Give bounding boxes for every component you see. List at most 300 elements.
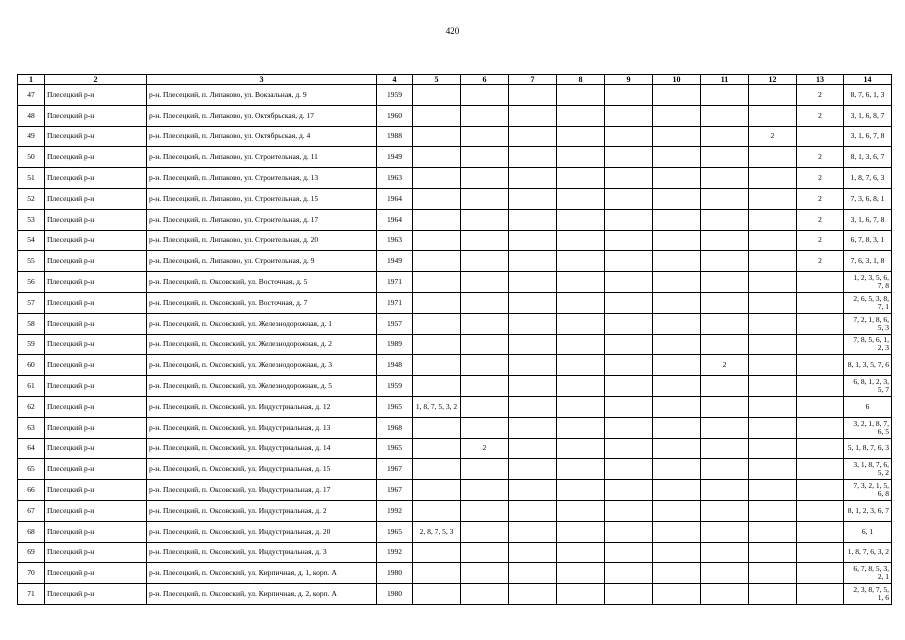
cell-col-4: 1957: [377, 313, 413, 334]
cell-col-2: Плесецкий р-н: [45, 334, 147, 355]
cell-col-4: 1992: [377, 500, 413, 521]
cell-col-10: [653, 168, 701, 189]
cell-col-2: Плесецкий р-н: [45, 188, 147, 209]
column-header-4: 4: [377, 75, 413, 85]
cell-col-8: [557, 396, 605, 417]
cell-col-5: [413, 168, 461, 189]
cell-col-13: [797, 313, 844, 334]
cell-col-7: [509, 542, 557, 563]
column-header-2: 2: [45, 75, 147, 85]
cell-col-3: р-н. Плесецкий, п. Оксовский, ул. Индустриальная, д. 20: [147, 521, 377, 542]
cell-col-5: [413, 459, 461, 480]
cell-col-1: 47: [18, 85, 45, 106]
table-row: [18, 272, 892, 293]
cell-col-7: [509, 105, 557, 126]
cell-col-8: [557, 542, 605, 563]
cell-col-3: р-н. Плесецкий, п. Липаково, ул. Строительная, д. 20: [147, 230, 377, 251]
cell-col-6: [461, 334, 509, 355]
cell-col-5: [413, 209, 461, 230]
cell-col-7: [509, 584, 557, 605]
cell-col-6: [461, 376, 509, 397]
cell-col-1: 63: [18, 417, 45, 438]
cell-col-13: [797, 500, 844, 521]
cell-col-3: р-н. Плесецкий, п. Оксовский, ул. Железнодорожная, д. 2: [147, 334, 377, 355]
cell-col-9: [605, 126, 653, 147]
cell-col-12: [749, 438, 797, 459]
cell-col-2: Плесецкий р-н: [45, 417, 147, 438]
cell-col-6: [461, 313, 509, 334]
cell-col-14: 3, 1, 6, 8, 7: [844, 105, 892, 126]
table-row: [18, 521, 892, 542]
cell-col-6: [461, 188, 509, 209]
cell-col-14: 1, 2, 3, 5, 6, 7, 8: [844, 272, 892, 293]
cell-col-10: [653, 147, 701, 168]
cell-col-9: [605, 459, 653, 480]
cell-col-13: 2: [797, 188, 844, 209]
cell-col-9: [605, 480, 653, 501]
cell-col-2: Плесецкий р-н: [45, 438, 147, 459]
cell-col-14: 5, 1, 8, 7, 6, 3: [844, 438, 892, 459]
cell-col-6: [461, 521, 509, 542]
cell-col-8: [557, 376, 605, 397]
cell-col-1: 55: [18, 251, 45, 272]
cell-col-8: [557, 105, 605, 126]
cell-col-10: [653, 251, 701, 272]
cell-col-2: Плесецкий р-н: [45, 521, 147, 542]
cell-col-13: [797, 563, 844, 584]
cell-col-12: [749, 500, 797, 521]
cell-col-4: 1965: [377, 521, 413, 542]
cell-col-12: [749, 251, 797, 272]
cell-col-2: Плесецкий р-н: [45, 459, 147, 480]
cell-col-14: 1, 8, 7, 6, 3: [844, 168, 892, 189]
cell-col-2: Плесецкий р-н: [45, 563, 147, 584]
cell-col-3: р-н. Плесецкий, п. Липаково, ул. Строительная, д. 17: [147, 209, 377, 230]
cell-col-7: [509, 168, 557, 189]
cell-col-9: [605, 438, 653, 459]
cell-col-8: [557, 230, 605, 251]
cell-col-8: [557, 188, 605, 209]
cell-col-3: р-н. Плесецкий, п. Оксовский, ул. Индустриальная, д. 12: [147, 396, 377, 417]
cell-col-6: [461, 417, 509, 438]
cell-col-14: 8, 1, 3, 5, 7, 6: [844, 355, 892, 376]
cell-col-10: [653, 334, 701, 355]
cell-col-2: Плесецкий р-н: [45, 230, 147, 251]
cell-col-11: [701, 480, 749, 501]
column-header-3: 3: [147, 75, 377, 85]
column-header-8: 8: [557, 75, 605, 85]
table-row: [18, 480, 892, 501]
cell-col-2: Плесецкий р-н: [45, 209, 147, 230]
cell-col-13: 2: [797, 209, 844, 230]
cell-col-4: 1949: [377, 251, 413, 272]
cell-col-4: 1960: [377, 105, 413, 126]
cell-col-10: [653, 126, 701, 147]
cell-col-3: р-н. Плесецкий, п. Оксовский, ул. Железнодорожная, д. 1: [147, 313, 377, 334]
cell-col-10: [653, 313, 701, 334]
cell-col-12: [749, 105, 797, 126]
cell-col-7: [509, 230, 557, 251]
cell-col-6: [461, 292, 509, 313]
cell-col-14: 6, 7, 8, 5, 3, 2, 1: [844, 563, 892, 584]
cell-col-11: 2: [701, 355, 749, 376]
column-header-6: 6: [461, 75, 509, 85]
cell-col-10: [653, 272, 701, 293]
cell-col-7: [509, 521, 557, 542]
cell-col-2: Плесецкий р-н: [45, 355, 147, 376]
cell-col-2: Плесецкий р-н: [45, 376, 147, 397]
cell-col-13: 2: [797, 105, 844, 126]
cell-col-2: Плесецкий р-н: [45, 168, 147, 189]
cell-col-1: 64: [18, 438, 45, 459]
cell-col-3: р-н. Плесецкий, п. Оксовский, ул. Кирпичная, д. 2, корп. А: [147, 584, 377, 605]
cell-col-13: [797, 334, 844, 355]
column-header-1: 1: [18, 75, 45, 85]
column-header-10: 10: [653, 75, 701, 85]
cell-col-9: [605, 292, 653, 313]
cell-col-3: р-н. Плесецкий, п. Липаково, ул. Октябрьская, д. 4: [147, 126, 377, 147]
cell-col-9: [605, 230, 653, 251]
cell-col-10: [653, 542, 701, 563]
cell-col-4: 1963: [377, 230, 413, 251]
cell-col-1: 59: [18, 334, 45, 355]
cell-col-10: [653, 188, 701, 209]
cell-col-1: 48: [18, 105, 45, 126]
cell-col-3: р-н. Плесецкий, п. Липаково, ул. Строительная, д. 13: [147, 168, 377, 189]
cell-col-9: [605, 563, 653, 584]
table-row: [18, 376, 892, 397]
cell-col-5: [413, 272, 461, 293]
cell-col-11: [701, 230, 749, 251]
cell-col-4: 1968: [377, 417, 413, 438]
cell-col-8: [557, 459, 605, 480]
table-row: [18, 188, 892, 209]
cell-col-4: 1992: [377, 542, 413, 563]
table-row: [18, 355, 892, 376]
cell-col-7: [509, 376, 557, 397]
cell-col-11: [701, 417, 749, 438]
cell-col-1: 68: [18, 521, 45, 542]
cell-col-14: 6: [844, 396, 892, 417]
column-header-11: 11: [701, 75, 749, 85]
cell-col-2: Плесецкий р-н: [45, 292, 147, 313]
cell-col-10: [653, 459, 701, 480]
table-row: [18, 584, 892, 605]
cell-col-5: [413, 376, 461, 397]
cell-col-13: 2: [797, 85, 844, 106]
cell-col-4: 1964: [377, 209, 413, 230]
cell-col-8: [557, 251, 605, 272]
cell-col-8: [557, 313, 605, 334]
column-header-7: 7: [509, 75, 557, 85]
cell-col-10: [653, 209, 701, 230]
cell-col-12: 2: [749, 126, 797, 147]
cell-col-8: [557, 126, 605, 147]
cell-col-5: [413, 147, 461, 168]
cell-col-14: 1, 8, 7, 6, 3, 2: [844, 542, 892, 563]
cell-col-6: [461, 168, 509, 189]
cell-col-13: [797, 355, 844, 376]
cell-col-5: [413, 563, 461, 584]
cell-col-7: [509, 563, 557, 584]
cell-col-4: 1967: [377, 480, 413, 501]
cell-col-10: [653, 105, 701, 126]
cell-col-14: 7, 8, 5, 6, 1, 2, 3: [844, 334, 892, 355]
cell-col-11: [701, 459, 749, 480]
cell-col-2: Плесецкий р-н: [45, 85, 147, 106]
cell-col-11: [701, 147, 749, 168]
cell-col-5: [413, 105, 461, 126]
column-header-13: 13: [797, 75, 844, 85]
cell-col-10: [653, 355, 701, 376]
cell-col-3: р-н. Плесецкий, п. Липаково, ул. Строительная, д. 15: [147, 188, 377, 209]
cell-col-1: 65: [18, 459, 45, 480]
table-row: [18, 438, 892, 459]
cell-col-4: 1967: [377, 459, 413, 480]
cell-col-12: [749, 313, 797, 334]
cell-col-13: [797, 521, 844, 542]
cell-col-11: [701, 500, 749, 521]
cell-col-3: р-н. Плесецкий, п. Оксовский, ул. Индустриальная, д. 13: [147, 417, 377, 438]
cell-col-11: [701, 209, 749, 230]
cell-col-10: [653, 376, 701, 397]
cell-col-11: [701, 313, 749, 334]
cell-col-11: [701, 85, 749, 106]
cell-col-14: 2, 3, 8, 7, 5, 1, 6: [844, 584, 892, 605]
table-row: [18, 209, 892, 230]
cell-col-7: [509, 188, 557, 209]
cell-col-7: [509, 126, 557, 147]
cell-col-9: [605, 251, 653, 272]
cell-col-3: р-н. Плесецкий, п. Оксовский, ул. Индустриальная, д. 14: [147, 438, 377, 459]
cell-col-11: [701, 584, 749, 605]
cell-col-10: [653, 230, 701, 251]
cell-col-12: [749, 563, 797, 584]
cell-col-7: [509, 480, 557, 501]
cell-col-8: [557, 168, 605, 189]
cell-col-9: [605, 376, 653, 397]
cell-col-7: [509, 209, 557, 230]
cell-col-8: [557, 209, 605, 230]
column-header-5: 5: [413, 75, 461, 85]
cell-col-5: [413, 355, 461, 376]
cell-col-12: [749, 459, 797, 480]
cell-col-13: [797, 542, 844, 563]
cell-col-5: [413, 480, 461, 501]
cell-col-9: [605, 417, 653, 438]
cell-col-3: р-н. Плесецкий, п. Оксовский, ул. Восточная, д. 5: [147, 272, 377, 293]
cell-col-14: 3, 2, 1, 8, 7, 6, 5: [844, 417, 892, 438]
cell-col-9: [605, 584, 653, 605]
cell-col-11: [701, 126, 749, 147]
cell-col-6: [461, 459, 509, 480]
cell-col-8: [557, 563, 605, 584]
cell-col-1: 50: [18, 147, 45, 168]
cell-col-6: [461, 542, 509, 563]
cell-col-13: [797, 376, 844, 397]
cell-col-10: [653, 521, 701, 542]
cell-col-12: [749, 272, 797, 293]
cell-col-1: 58: [18, 313, 45, 334]
cell-col-6: [461, 500, 509, 521]
cell-col-14: 8, 1, 3, 6, 7: [844, 147, 892, 168]
cell-col-12: [749, 85, 797, 106]
cell-col-2: Плесецкий р-н: [45, 500, 147, 521]
cell-col-4: 1988: [377, 126, 413, 147]
cell-col-8: [557, 85, 605, 106]
cell-col-1: 62: [18, 396, 45, 417]
cell-col-10: [653, 292, 701, 313]
cell-col-9: [605, 396, 653, 417]
cell-col-14: 6, 7, 8, 3, 1: [844, 230, 892, 251]
cell-col-9: [605, 355, 653, 376]
cell-col-9: [605, 521, 653, 542]
cell-col-4: 1965: [377, 438, 413, 459]
cell-col-6: [461, 209, 509, 230]
cell-col-1: 56: [18, 272, 45, 293]
cell-col-11: [701, 168, 749, 189]
cell-col-12: [749, 417, 797, 438]
cell-col-12: [749, 188, 797, 209]
cell-col-1: 52: [18, 188, 45, 209]
table-row: [18, 168, 892, 189]
cell-col-5: [413, 334, 461, 355]
cell-col-14: 7, 3, 6, 8, 1: [844, 188, 892, 209]
cell-col-12: [749, 396, 797, 417]
cell-col-9: [605, 168, 653, 189]
cell-col-3: р-н. Плесецкий, п. Оксовский, ул. Индустриальная, д. 15: [147, 459, 377, 480]
cell-col-4: 1948: [377, 355, 413, 376]
cell-col-12: [749, 147, 797, 168]
cell-col-12: [749, 542, 797, 563]
cell-col-5: 2, 8, 7, 5, 3: [413, 521, 461, 542]
cell-col-14: 6, 8, 1, 2, 3, 5, 7: [844, 376, 892, 397]
table-row: [18, 313, 892, 334]
table-row: [18, 563, 892, 584]
cell-col-10: [653, 396, 701, 417]
cell-col-12: [749, 355, 797, 376]
cell-col-7: [509, 500, 557, 521]
cell-col-7: [509, 251, 557, 272]
cell-col-12: [749, 521, 797, 542]
cell-col-12: [749, 584, 797, 605]
cell-col-10: [653, 563, 701, 584]
cell-col-8: [557, 334, 605, 355]
cell-col-1: 57: [18, 292, 45, 313]
cell-col-11: [701, 521, 749, 542]
cell-col-5: 1, 8, 7, 5, 3, 2: [413, 396, 461, 417]
cell-col-13: 2: [797, 251, 844, 272]
cell-col-9: [605, 500, 653, 521]
cell-col-2: Плесецкий р-н: [45, 147, 147, 168]
cell-col-2: Плесецкий р-н: [45, 272, 147, 293]
cell-col-11: [701, 292, 749, 313]
cell-col-1: 67: [18, 500, 45, 521]
cell-col-13: 2: [797, 147, 844, 168]
cell-col-3: р-н. Плесецкий, п. Оксовский, ул. Железнодорожная, д. 3: [147, 355, 377, 376]
cell-col-12: [749, 480, 797, 501]
cell-col-13: [797, 438, 844, 459]
cell-col-13: [797, 417, 844, 438]
cell-col-14: 7, 6, 3, 1, 8: [844, 251, 892, 272]
cell-col-12: [749, 168, 797, 189]
column-header-12: 12: [749, 75, 797, 85]
table-row: [18, 85, 892, 106]
cell-col-2: Плесецкий р-н: [45, 126, 147, 147]
cell-col-4: 1980: [377, 563, 413, 584]
cell-col-14: 7, 3, 2, 1, 5, 6, 8: [844, 480, 892, 501]
cell-col-2: Плесецкий р-н: [45, 313, 147, 334]
cell-col-9: [605, 209, 653, 230]
cell-col-9: [605, 147, 653, 168]
cell-col-4: 1964: [377, 188, 413, 209]
cell-col-5: [413, 85, 461, 106]
cell-col-10: [653, 417, 701, 438]
cell-col-8: [557, 480, 605, 501]
table-body: [18, 85, 892, 605]
cell-col-1: 60: [18, 355, 45, 376]
cell-col-11: [701, 105, 749, 126]
cell-col-5: [413, 251, 461, 272]
cell-col-6: [461, 480, 509, 501]
cell-col-1: 53: [18, 209, 45, 230]
cell-col-2: Плесецкий р-н: [45, 105, 147, 126]
cell-col-1: 61: [18, 376, 45, 397]
table-row: [18, 417, 892, 438]
cell-col-3: р-н. Плесецкий, п. Липаково, ул. Строительная, д. 11: [147, 147, 377, 168]
cell-col-3: р-н. Плесецкий, п. Липаково, ул. Октябрьская, д. 17: [147, 105, 377, 126]
table-row: [18, 105, 892, 126]
cell-col-2: Плесецкий р-н: [45, 542, 147, 563]
cell-col-5: [413, 188, 461, 209]
cell-col-9: [605, 188, 653, 209]
cell-col-5: [413, 126, 461, 147]
cell-col-3: р-н. Плесецкий, п. Оксовский, ул. Индустриальная, д. 3: [147, 542, 377, 563]
cell-col-6: [461, 563, 509, 584]
cell-col-8: [557, 417, 605, 438]
cell-col-4: 1949: [377, 147, 413, 168]
cell-col-11: [701, 334, 749, 355]
cell-col-7: [509, 396, 557, 417]
cell-col-6: [461, 105, 509, 126]
cell-col-12: [749, 230, 797, 251]
column-header-9: 9: [605, 75, 653, 85]
cell-col-12: [749, 209, 797, 230]
cell-col-11: [701, 563, 749, 584]
cell-col-1: 51: [18, 168, 45, 189]
cell-col-11: [701, 272, 749, 293]
cell-col-9: [605, 542, 653, 563]
table-row: [18, 459, 892, 480]
cell-col-14: 3, 1, 6, 7, 8: [844, 209, 892, 230]
cell-col-12: [749, 376, 797, 397]
cell-col-4: 1963: [377, 168, 413, 189]
cell-col-9: [605, 313, 653, 334]
cell-col-13: 2: [797, 230, 844, 251]
cell-col-4: 1980: [377, 584, 413, 605]
cell-col-12: [749, 334, 797, 355]
cell-col-9: [605, 272, 653, 293]
cell-col-7: [509, 417, 557, 438]
cell-col-11: [701, 438, 749, 459]
cell-col-8: [557, 584, 605, 605]
cell-col-6: [461, 85, 509, 106]
cell-col-6: [461, 396, 509, 417]
table-row: [18, 230, 892, 251]
cell-col-2: Плесецкий р-н: [45, 480, 147, 501]
cell-col-6: [461, 147, 509, 168]
cell-col-7: [509, 313, 557, 334]
